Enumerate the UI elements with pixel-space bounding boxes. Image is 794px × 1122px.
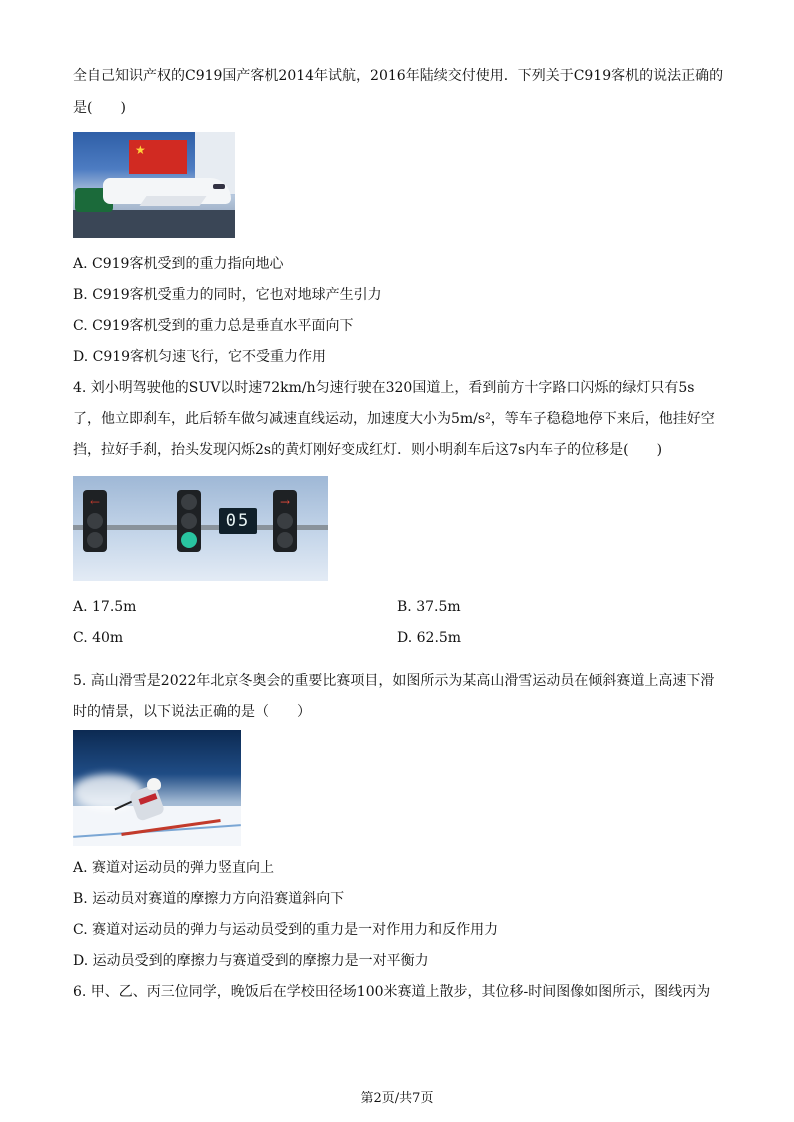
q4-option-b: B. 37.5m bbox=[397, 599, 461, 615]
middle-traffic-light bbox=[177, 490, 201, 552]
page-footer: 第2页/共7页 bbox=[360, 1091, 434, 1106]
q5-option-a: A. 赛道对运动员的弹力竖直向上 bbox=[73, 860, 275, 876]
left-traffic-light bbox=[83, 490, 107, 552]
intro-line-1: 全自己知识产权的C919国产客机2014年试航，2016年陆续交付使用．下列关于C919客机的说法正确的 bbox=[73, 68, 724, 84]
right-arrow-icon: → bbox=[279, 495, 291, 509]
q4-line-3: 挡，拉好手刹，抬头发现闪烁2s的黄灯刚好变成红灯．则小明刹车后这7s内车子的位移是( ) bbox=[73, 442, 663, 458]
q4-option-c: C. 40m bbox=[73, 630, 124, 646]
q5-option-d: D. 运动员受到的摩擦力与赛道受到的摩擦力是一对平衡力 bbox=[73, 953, 429, 969]
q3-option-a: A. C919客机受到的重力指向地心 bbox=[73, 256, 284, 272]
q4-line-1: 4. 刘小明驾驶他的SUV以时速72km/h匀速行驶在320国道上，看到前方十字路口闪烁的绿灯只有5s bbox=[73, 380, 695, 396]
intro-line-2: 是( ) bbox=[73, 100, 126, 116]
countdown-display: 05 bbox=[219, 508, 257, 534]
c919-airplane-photo bbox=[73, 132, 235, 238]
china-flag: ★ bbox=[129, 140, 187, 174]
right-traffic-light bbox=[273, 490, 297, 552]
q4-line-2: 了，他立即刹车，此后轿车做匀减速直线运动，加速度大小为5m/s²，等车子稳稳地停下来后，他挂好空 bbox=[73, 411, 715, 427]
q6-line-1: 6. 甲、乙、丙三位同学，晚饭后在学校田径场100米赛道上散步，其位移-时间图像如图所示，图线丙为 bbox=[73, 984, 711, 1000]
q4-option-d: D. 62.5m bbox=[397, 630, 462, 646]
alpine-skier-photo bbox=[73, 730, 241, 846]
q4-option-a: A. 17.5m bbox=[73, 599, 137, 615]
q3-option-b: B. C919客机受重力的同时，它也对地球产生引力 bbox=[73, 287, 382, 303]
q5-line-1: 5. 高山滑雪是2022年北京冬奥会的重要比赛项目，如图所示为某高山滑雪运动员在倾斜赛道上高速下滑 bbox=[73, 673, 715, 689]
q3-option-c: C. C919客机受到的重力总是垂直水平面向下 bbox=[73, 318, 354, 334]
q3-option-d: D. C919客机匀速飞行，它不受重力作用 bbox=[73, 349, 327, 365]
q5-option-b: B. 运动员对赛道的摩擦力方向沿赛道斜向下 bbox=[73, 891, 345, 907]
green-lamp bbox=[181, 532, 197, 548]
traffic-light-photo bbox=[73, 476, 328, 581]
q5-line-2: 时的情景，以下说法正确的是（ ） bbox=[73, 704, 311, 720]
q5-option-c: C. 赛道对运动员的弹力与运动员受到的重力是一对作用力和反作用力 bbox=[73, 922, 499, 938]
left-arrow-icon: ← bbox=[89, 495, 101, 509]
